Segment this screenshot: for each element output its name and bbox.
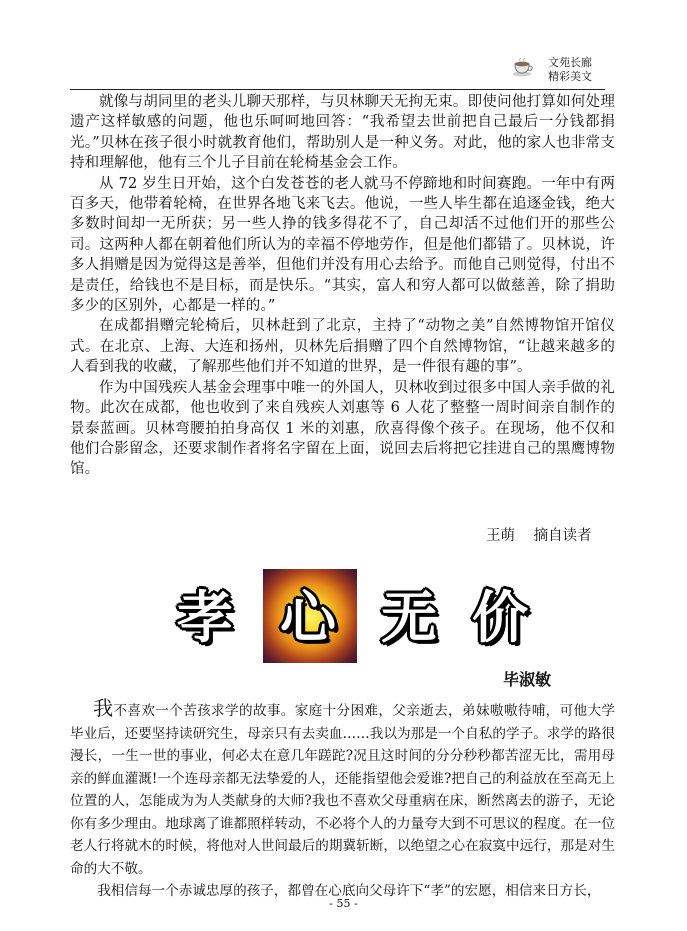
credit-author: 王萌 xyxy=(486,528,515,544)
header-section-subtitle: 精彩美文 xyxy=(548,70,592,83)
title-char: 无 xyxy=(381,586,437,651)
article-credit xyxy=(486,524,592,545)
header-rule xyxy=(70,89,605,90)
article-paragraph: 就像与胡同里的老头儿聊天那样，与贝林聊天无拘无束。即使问他打算如何处理遗产这样敏感的问题，他也乐呵呵地回答：“我希望去世前把自己最后一分钱都捐光。”贝林在孩子很小时就教育他们，帮助别人是一种义务。对此，他的家人也非常支持和理解他，他有三个儿子目前在轮椅基金会工作。 xyxy=(70,94,615,172)
coffee-cup-icon xyxy=(512,56,534,78)
essay-first-char: 我 xyxy=(93,696,114,720)
page-header xyxy=(0,0,687,92)
article-body xyxy=(70,92,615,480)
title-char: 心 xyxy=(280,586,336,651)
essay-paragraph: 我相信每一个赤诚忠厚的孩子，都曾在心底向父母许下“孝”的宏愿，相信来日方长， xyxy=(97,883,601,899)
essay-paragraph-text: 不喜欢一个苦孩求学的故事。家庭十分困难，父亲逝去，弟妹嗷嗷待哺，可他大学毕业后，还要坚持读研究生，母亲只有去卖血……我以为那是一个自私的学子。求学的路很漫长，一生一世的事业，何必太在意几年蹉跎?况且这时间的分分秒秒都苦涩无比，需用母亲的鲜血灌溉!一个连母亲都无法挚爱的人，还能指望他会爱谁?把自己的利益放在至高无上位置的人，怎能成为为人类献身的大师?我也不喜欢父母重病在床，断然离去的游子，无论你有多少理由。地球离了谁都照样转动，不必将个人的力量夸大到不可思议的程度。在一位老人行将就木的时候，将他对人世间最后的期冀斩断，以绝望之心在寂寞中远行，那是对生命的大不敬。 xyxy=(70,703,616,877)
essay-title xyxy=(170,566,530,666)
article-paragraph: 从 72 岁生日开始，这个白发苍苍的老人就马不停蹄地和时间赛跑。一年中有两百多天，他带着轮椅，在世界各地飞来飞去。他说，一些人毕生都在追逐金钱，绝大多数时间却一无所获；另一些人挣的钱多得花不了，自己却活不过他们开的那些公司。这两种人都在朝着他们所认为的幸福不停地劳作，但是他们都错了。贝林说，许多人捐赠是因为觉得这是善举，但他们并没有用心去给予。而他自己则觉得，付出不是责任，给钱也不是目标，而是快乐。“其实，富人和穷人都可以做慈善，除了捐助多少的区别外，心都是一样的。” xyxy=(70,175,615,315)
header-section-title: 文苑长廊 xyxy=(548,56,592,69)
credit-source: 摘自读者 xyxy=(533,528,592,544)
title-char: 价 xyxy=(472,586,528,651)
essay-author: 毕淑敏 xyxy=(503,670,552,689)
article-paragraph: 在成都捐赠完轮椅后，贝林赶到了北京，主持了“动物之美”自然博物馆开馆仪式。在北京、上海、大连和扬州，贝林先后捐赠了四个自然博物馆，“让越来越多的人看到我的收藏，了解那些他们并不知道的世界，是一件很有趣的事”。 xyxy=(70,318,615,376)
article-paragraph: 作为中国残疾人基金会理事中唯一的外国人，贝林收到过很多中国人亲手做的礼物。此次在成都，他也收到了来自残疾人刘惠等 6 人花了整整一周时间亲自制作的景泰蓝画。贝林弯腰拍拍身高仅 1 米的刘惠，欣喜得像个孩子。在现场，他不仅和他们合影留念，还要求制作者将名字留在上面，说回去后将把它挂进自己的黑鹰博物馆。 xyxy=(70,379,615,478)
essay-paragraph xyxy=(70,697,615,880)
page-number: - 55 - xyxy=(329,897,358,910)
essay-body xyxy=(70,697,615,903)
title-char: 孝 xyxy=(177,586,233,651)
